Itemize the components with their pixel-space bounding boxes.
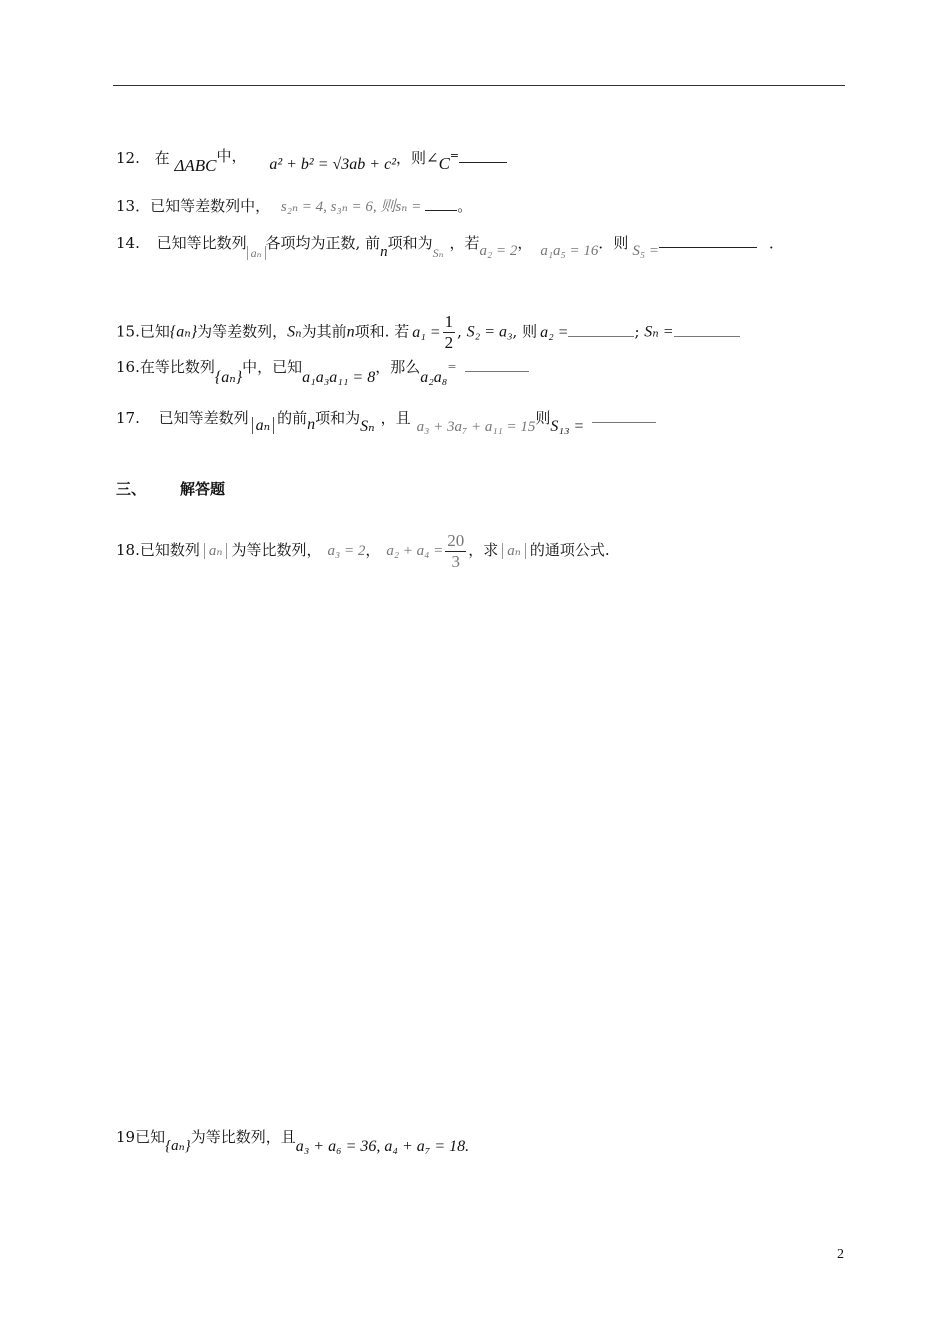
q14-sn: Sₙ (432, 246, 444, 260)
q18-text-5: 的通项公式. (529, 541, 610, 559)
section-number: 三、 (116, 481, 147, 498)
q14-text: 已知等比数列 (156, 234, 247, 252)
q16-text: 在等比数列 (139, 358, 215, 376)
q18-fraction (445, 531, 466, 572)
q14-text-2: 各项均为正数, 前 (265, 234, 381, 252)
q15-a2: a₂ = (540, 323, 569, 341)
page-number: 2 (837, 1247, 844, 1262)
answer-blank-16 (465, 371, 529, 372)
q13-expression: s₂ₙ = 4, s₃ₙ = 6, 则sₙ = (280, 199, 422, 215)
q16-equals: = (447, 360, 457, 373)
question-18 (116, 528, 610, 574)
q17-sn: Sₙ (360, 418, 375, 435)
question-17 (116, 408, 656, 435)
q18-sequence-2: aₙ (502, 543, 526, 559)
q15-text-3: 为其前 (301, 322, 347, 341)
q17-text-2: 的前 (277, 409, 308, 427)
q12-equation: a² + b² = √3ab + c² (269, 156, 396, 173)
answer-blank-15b (674, 336, 740, 337)
q17-sequence: aₙ (252, 417, 274, 434)
q19-sequence: {aₙ} (165, 1138, 191, 1154)
q15-text-7: ; (634, 322, 645, 341)
q15-fraction (443, 312, 456, 353)
q14-s5: S₅ = (632, 243, 660, 259)
q16-text-3: ，那么 (375, 358, 421, 376)
q14-sequence: aₙ (247, 246, 266, 260)
q17-number: 17. (116, 409, 140, 427)
q14-a2: a₂ = 2 (479, 243, 518, 259)
q15-text-4: 项和. 若 (354, 322, 410, 341)
q14-text-4: ，若 (449, 234, 480, 252)
q18-number: 18. (116, 541, 140, 559)
q19-expression: a₃ + a₆ = 36, a₄ + a₇ = 18. (295, 1138, 470, 1155)
q17-text-4: ，且 (380, 409, 411, 427)
question-14 (116, 233, 785, 260)
question-13 (116, 196, 472, 217)
question-12 (116, 147, 507, 175)
q16-expression: a₁a₃a₁₁ = 8 (302, 369, 376, 386)
answer-blank-17 (592, 422, 656, 423)
section-title: 解答题 (180, 481, 226, 498)
q14-n: n (380, 244, 388, 260)
q16-sequence: {aₙ} (214, 369, 243, 386)
q14-text-5: ， (517, 234, 533, 252)
q16-number: 16. (116, 358, 140, 376)
angle-c: C (438, 154, 450, 173)
q15-sequence: {aₙ} (169, 323, 198, 341)
answer-blank-13 (425, 210, 457, 211)
q15-a1: a₁ = (412, 323, 441, 341)
q12-number: 12. (116, 149, 140, 167)
q18-frac-num: 20 (447, 530, 465, 550)
q15-frac-den: 2 (444, 333, 454, 352)
q18-sequence: aₙ (204, 543, 228, 559)
q17-text-3: 项和为 (315, 409, 361, 427)
q15-text-2: 为等差数列， (197, 322, 288, 341)
q14-text-6: ．则 (598, 234, 629, 252)
answer-blank-15a (568, 336, 634, 337)
q19-text: 已知 (135, 1128, 166, 1146)
q12-text-3: ，则∠ (396, 149, 439, 167)
q17-text: 已知等差数列 (158, 409, 249, 427)
q14-a1a5: a₁a₅ = 16 (540, 243, 599, 259)
header-rule (113, 85, 845, 86)
q15-text: 已知 (139, 322, 170, 341)
section-heading (116, 478, 225, 499)
q15-n: n (346, 323, 355, 341)
q15-sn-2: Sₙ = (644, 323, 674, 341)
q14-number: 14. (116, 234, 140, 252)
q17-expression: a₃ + 3a₇ + a₁₁ = 15 (416, 419, 536, 435)
q13-text: 已知等差数列中， (150, 197, 271, 215)
answer-blank-14 (659, 247, 757, 248)
q15-number: 15. (116, 322, 140, 341)
q14-text-3: 项和为 (387, 234, 433, 252)
q17-text-5: 则 (535, 409, 551, 427)
q14-end: ． (769, 234, 785, 252)
answer-blank-12 (459, 162, 507, 163)
q13-number: 13． (116, 197, 151, 215)
q12-text: 在 (154, 149, 170, 167)
q15-sn: Sₙ (287, 323, 302, 341)
q16-a2a8: a₂a₈ (420, 369, 448, 386)
question-16 (116, 357, 529, 386)
q15-text-6: , 则 (512, 322, 538, 341)
q18-text-4: ，求 (468, 541, 499, 559)
q12-equals: = (449, 149, 460, 162)
q19-number: 19 (116, 1128, 136, 1146)
question-15 (116, 312, 740, 354)
q19-text-2: 为等比数列，且 (190, 1128, 296, 1146)
q16-text-2: 中，已知 (242, 358, 303, 376)
q15-s2: S₂ = a₃ (466, 323, 513, 341)
q18-text-3: ， (365, 541, 381, 559)
question-19 (116, 1127, 470, 1155)
q15-text-5: , (457, 322, 467, 341)
q18-text-2: 为等比数列， (231, 541, 322, 559)
q18-a3: a₃ = 2 (327, 543, 366, 559)
triangle-label: ΔABC (174, 156, 217, 175)
q18-text: 已知数列 (139, 541, 200, 559)
q17-s13: S₁₃ = (550, 418, 585, 435)
q17-n: n (307, 416, 316, 433)
q13-end: 。 (457, 197, 473, 215)
q18-frac-den: 3 (451, 551, 461, 571)
q18-sum: a₂ + a₄ = (386, 543, 444, 559)
q12-text-2: 中， (216, 147, 247, 165)
q15-frac-num: 1 (444, 312, 454, 331)
